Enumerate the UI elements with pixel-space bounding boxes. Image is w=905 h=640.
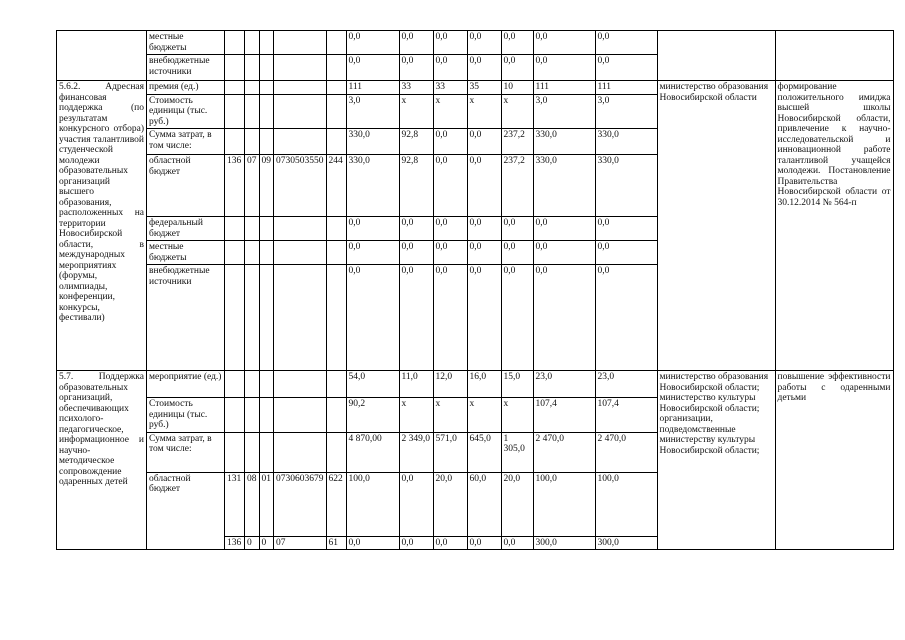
table-cell: местные бюджеты [147, 31, 225, 55]
table-cell [259, 432, 274, 472]
table-cell: 5.7. Поддержка образовательных организаций, обеспечивающих психолого-педагогическое, информационное и научно-методическое сопровождение одаренных детей [57, 371, 147, 550]
table-cell: х [501, 94, 533, 129]
table-cell: 61 [326, 536, 346, 550]
table-cell [326, 432, 346, 472]
table-cell [225, 398, 245, 433]
table-cell [225, 217, 245, 241]
table-cell [225, 371, 245, 398]
table-cell: 136 [225, 536, 245, 550]
table-cell: 23,0 [595, 371, 657, 398]
table-cell: Сумма затрат, в том числе: [147, 129, 225, 155]
table-cell: 107,4 [533, 398, 595, 433]
table-cell: местные бюджеты [147, 241, 225, 265]
table-cell [225, 31, 245, 55]
table-cell [245, 241, 260, 265]
table-cell: 0,0 [399, 265, 433, 371]
table-cell: 09 [259, 155, 274, 217]
table-cell [245, 371, 260, 398]
table-cell: 0,0 [399, 536, 433, 550]
table-cell: 622 [326, 472, 346, 536]
table-cell: 15,0 [501, 371, 533, 398]
table-cell: 0,0 [399, 472, 433, 536]
table-cell: 0,0 [533, 265, 595, 371]
table-cell [326, 241, 346, 265]
table-cell: 0,0 [433, 536, 467, 550]
table-cell [245, 81, 260, 95]
table-cell: 0,0 [467, 265, 501, 371]
table-cell: 20,0 [501, 472, 533, 536]
table-cell [274, 371, 327, 398]
table-cell: внебюджетные источники [147, 55, 225, 81]
table-cell: 237,2 [501, 129, 533, 155]
table-cell: 11,0 [399, 371, 433, 398]
table-cell: 0730603679 [274, 472, 327, 536]
table-cell [245, 432, 260, 472]
table-cell: 136 [225, 155, 245, 217]
table-cell: 0,0 [595, 265, 657, 371]
table-cell: 0,0 [399, 241, 433, 265]
table-cell [225, 241, 245, 265]
table-cell [326, 94, 346, 129]
table-cell: 111 [346, 81, 399, 95]
table-cell: 0,0 [595, 31, 657, 55]
table-cell: 0,0 [399, 31, 433, 55]
table-cell [259, 217, 274, 241]
table-cell: 0,0 [346, 55, 399, 81]
table-cell: 35 [467, 81, 501, 95]
table-cell [259, 81, 274, 95]
table-cell: 0,0 [346, 241, 399, 265]
table-cell: 0,0 [433, 241, 467, 265]
table-cell [245, 55, 260, 81]
table-cell: министерство образования Новосибирской области; министерство культуры Новосибирской области; организации, подведомственные министерству культуры Новосибирской области; [657, 371, 775, 550]
table-cell: х [399, 94, 433, 129]
table-cell: 330,0 [346, 129, 399, 155]
table-cell [225, 94, 245, 129]
table-cell: 0,0 [433, 55, 467, 81]
table-cell [259, 398, 274, 433]
table-cell: 92,8 [399, 129, 433, 155]
table-cell: х [467, 398, 501, 433]
table-cell: 1 305,0 [501, 432, 533, 472]
table-cell: 300,0 [595, 536, 657, 550]
table-cell: 0,0 [467, 31, 501, 55]
table-cell: 100,0 [533, 472, 595, 536]
table-cell [245, 31, 260, 55]
table-cell: 0,0 [433, 155, 467, 217]
table-cell: 0,0 [346, 31, 399, 55]
table-cell: 0,0 [433, 265, 467, 371]
table-cell: 0,0 [533, 31, 595, 55]
table-cell: 100,0 [346, 472, 399, 536]
table-cell [259, 241, 274, 265]
table-cell [245, 94, 260, 129]
table-cell [259, 55, 274, 81]
table-cell: 2 470,0 [595, 432, 657, 472]
table-cell [259, 31, 274, 55]
table-cell: 60,0 [467, 472, 501, 536]
table-cell [326, 31, 346, 55]
table-cell: 0,0 [467, 55, 501, 81]
table-cell: 3,0 [533, 94, 595, 129]
table-cell: 5.6.2. Адресная финансовая поддержка (по результатам конкурсного отбора) участия талантливой студенческой молодежи образовательных организаций высшего образования, расположенных на территории Новосибирской области, в международных мероприятиях (форумы, олимпиады, конференции, конкурсы, фестивали) [57, 81, 147, 371]
table-cell: 07 [274, 536, 327, 550]
table-cell: 0,0 [433, 31, 467, 55]
table-cell [259, 94, 274, 129]
table-cell: 0,0 [501, 31, 533, 55]
table-cell: 645,0 [467, 432, 501, 472]
table-cell: 0 [259, 536, 274, 550]
table-cell: федеральный бюджет [147, 217, 225, 241]
table-cell: х [467, 94, 501, 129]
table-cell [245, 129, 260, 155]
table-cell: 0,0 [467, 129, 501, 155]
table-cell: 01 [259, 472, 274, 536]
table-cell: 2 349,0 [399, 432, 433, 472]
table-cell: х [433, 398, 467, 433]
table-cell: 0730503550 [274, 155, 327, 217]
table-cell: 0,0 [533, 241, 595, 265]
table-cell: 0,0 [501, 241, 533, 265]
table-cell: 20,0 [433, 472, 467, 536]
table-cell [274, 398, 327, 433]
table-cell [326, 398, 346, 433]
table-cell [225, 81, 245, 95]
table-cell: 0,0 [399, 55, 433, 81]
table-cell: 571,0 [433, 432, 467, 472]
table-cell: 0,0 [501, 55, 533, 81]
table-cell: Сумма затрат, в том числе: [147, 432, 225, 472]
table-cell: 0,0 [595, 55, 657, 81]
table-cell [775, 31, 893, 81]
table-cell: 0,0 [467, 217, 501, 241]
table-cell [225, 432, 245, 472]
table-cell [245, 398, 260, 433]
table-cell: 92,8 [399, 155, 433, 217]
table-cell [57, 31, 147, 81]
table-cell: 330,0 [533, 155, 595, 217]
table-cell: Стоимость единицы (тыс. руб.) [147, 398, 225, 433]
table-cell [326, 81, 346, 95]
table-cell: 0,0 [433, 217, 467, 241]
table-cell: 0 [245, 536, 260, 550]
table-cell: областной бюджет [147, 155, 225, 217]
table-cell: 330,0 [595, 155, 657, 217]
table-cell: 0,0 [346, 536, 399, 550]
table-cell: 244 [326, 155, 346, 217]
table-cell: 4 870,00 [346, 432, 399, 472]
table-cell: 237,2 [501, 155, 533, 217]
table-cell [225, 265, 245, 371]
table-cell: 0,0 [433, 129, 467, 155]
table-cell [274, 129, 327, 155]
table-cell [274, 94, 327, 129]
table-cell [274, 217, 327, 241]
table-cell: 0,0 [346, 265, 399, 371]
table-cell: 111 [595, 81, 657, 95]
table-cell: 111 [533, 81, 595, 95]
table-cell [657, 31, 775, 81]
table-cell: министерство образования Новосибирской области [657, 81, 775, 371]
table-cell [245, 217, 260, 241]
table-cell: внебюджетные источники [147, 265, 225, 371]
table-row [57, 31, 894, 55]
table-cell: 300,0 [533, 536, 595, 550]
table-cell: повышение эффективности работы с одаренными детьми [775, 371, 893, 550]
table-cell: 12,0 [433, 371, 467, 398]
table-cell: 0,0 [533, 55, 595, 81]
table-cell: 330,0 [346, 155, 399, 217]
table-cell [274, 241, 327, 265]
table-cell: 100,0 [595, 472, 657, 536]
table-cell [259, 265, 274, 371]
table-cell [225, 55, 245, 81]
table-cell: 330,0 [533, 129, 595, 155]
table-cell [326, 217, 346, 241]
table-cell [274, 55, 327, 81]
table-cell [259, 371, 274, 398]
table-cell [326, 129, 346, 155]
table-cell [274, 265, 327, 371]
table-cell [259, 129, 274, 155]
table-cell: 107,4 [595, 398, 657, 433]
table-cell: 10 [501, 81, 533, 95]
table-cell: 0,0 [346, 217, 399, 241]
table-cell: 3,0 [595, 94, 657, 129]
table-cell: х [501, 398, 533, 433]
table-cell: мероприятие (ед.) [147, 371, 225, 398]
table-cell: 07 [245, 155, 260, 217]
table-cell: 0,0 [467, 241, 501, 265]
table-cell: 0,0 [467, 536, 501, 550]
table-cell: 0,0 [501, 265, 533, 371]
table-cell: 0,0 [595, 217, 657, 241]
table-cell: 90,2 [346, 398, 399, 433]
table-cell [326, 55, 346, 81]
table-cell [274, 31, 327, 55]
table-cell: 23,0 [533, 371, 595, 398]
table-cell: Стоимость единицы (тыс. руб.) [147, 94, 225, 129]
table-cell: 0,0 [501, 536, 533, 550]
table-cell: х [399, 398, 433, 433]
table-cell: 0,0 [533, 217, 595, 241]
table-row [57, 371, 894, 398]
table-cell: 08 [245, 472, 260, 536]
table-cell [326, 265, 346, 371]
table-cell: 0,0 [399, 217, 433, 241]
table-cell: х [433, 94, 467, 129]
table-cell: 33 [433, 81, 467, 95]
table-cell [274, 81, 327, 95]
table-cell: областной бюджет [147, 472, 225, 550]
table-row [57, 81, 894, 95]
program-table [56, 30, 894, 550]
table-cell: 0,0 [595, 241, 657, 265]
table-cell [225, 129, 245, 155]
table-cell: 16,0 [467, 371, 501, 398]
table-cell: формирование положительного имиджа высшей школы Новосибирской области, привлечение к научно-исследовательской и инновационной работе талантливой учащейся молодежи. Постановление Правительства Новосибирской области от 30.12.2014 № 564-п [775, 81, 893, 371]
table-cell: 330,0 [595, 129, 657, 155]
table-cell: 131 [225, 472, 245, 536]
table-cell [326, 371, 346, 398]
table-cell: 3,0 [346, 94, 399, 129]
table-cell: 33 [399, 81, 433, 95]
table-cell [245, 265, 260, 371]
table-cell: 0,0 [501, 217, 533, 241]
table-cell: 54,0 [346, 371, 399, 398]
table-cell: 0,0 [467, 155, 501, 217]
table-cell: 2 470,0 [533, 432, 595, 472]
table-cell [274, 432, 327, 472]
table-cell: премия (ед.) [147, 81, 225, 95]
